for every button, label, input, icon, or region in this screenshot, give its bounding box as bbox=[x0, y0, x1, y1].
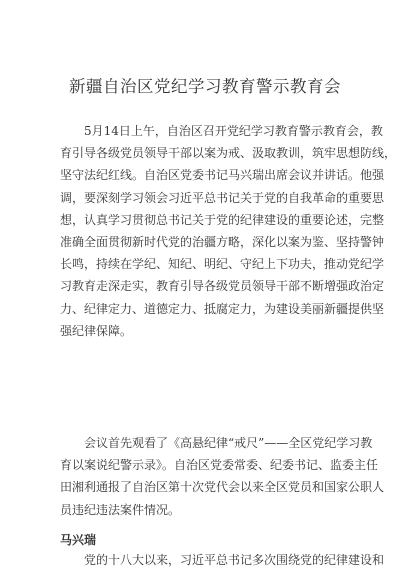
section-subheading: 马兴瑞 bbox=[60, 533, 97, 547]
paragraph-line: 想，认真学习贯彻总书记关于党的纪律建设的重要论述，完整 bbox=[60, 212, 385, 227]
article-paragraph-2 bbox=[60, 432, 385, 521]
paragraph-line: 力、纪律定力、道德定力、抵腐定力，为建设美丽新疆提供坚 bbox=[60, 301, 385, 316]
paragraph-line: 员违纪违法案件情况。 bbox=[60, 502, 181, 517]
paragraph-line: 坚守法纪红线。自治区党委书记马兴瑞出席会议并讲话。他强 bbox=[60, 168, 385, 183]
paragraph-line: 会议首先观看了《高悬纪律“戒尺”——全区党纪学习教 bbox=[84, 436, 373, 450]
paragraph-line: 育引导各级党员领导干部以案为戒、汲取教训，筑牢思想防线， bbox=[60, 146, 397, 161]
paragraph-line: 准确全面贯彻新时代党的治疆方略，深化以案为鉴、坚持警钟 bbox=[60, 234, 385, 249]
paragraph-line: 强纪律保障。 bbox=[60, 323, 133, 338]
paragraph-line: 调，要深刻学习领会习近平总书记关于党的自我革命的重要思 bbox=[60, 190, 385, 205]
paragraph-line: 党的十八大以来，习近平总书记多次围绕党的纪律建设和 bbox=[84, 553, 385, 567]
article-paragraph-3 bbox=[60, 549, 385, 571]
paragraph-line: 长鸣，持续在学纪、知纪、明纪、守纪上下功夫，推动党纪学 bbox=[60, 257, 385, 272]
paragraph-line: 育以案说纪警示录》。自治区党委常委、纪委书记、监委主任 bbox=[60, 458, 379, 473]
article-paragraph-1 bbox=[60, 120, 397, 342]
paragraph-line: 习教育走深走实，教育引导各级党员领导干部不断增强政治定 bbox=[60, 279, 385, 294]
paragraph-line: 5月14日上午，自治区召开党纪学习教育警示教育会，教 bbox=[84, 124, 383, 138]
paragraph-line: 田湘利通报了自治区第十次党代会以来全区党员和国家公职人 bbox=[60, 480, 385, 495]
article-title: 新疆自治区党纪学习教育警示教育会 bbox=[69, 77, 341, 96]
